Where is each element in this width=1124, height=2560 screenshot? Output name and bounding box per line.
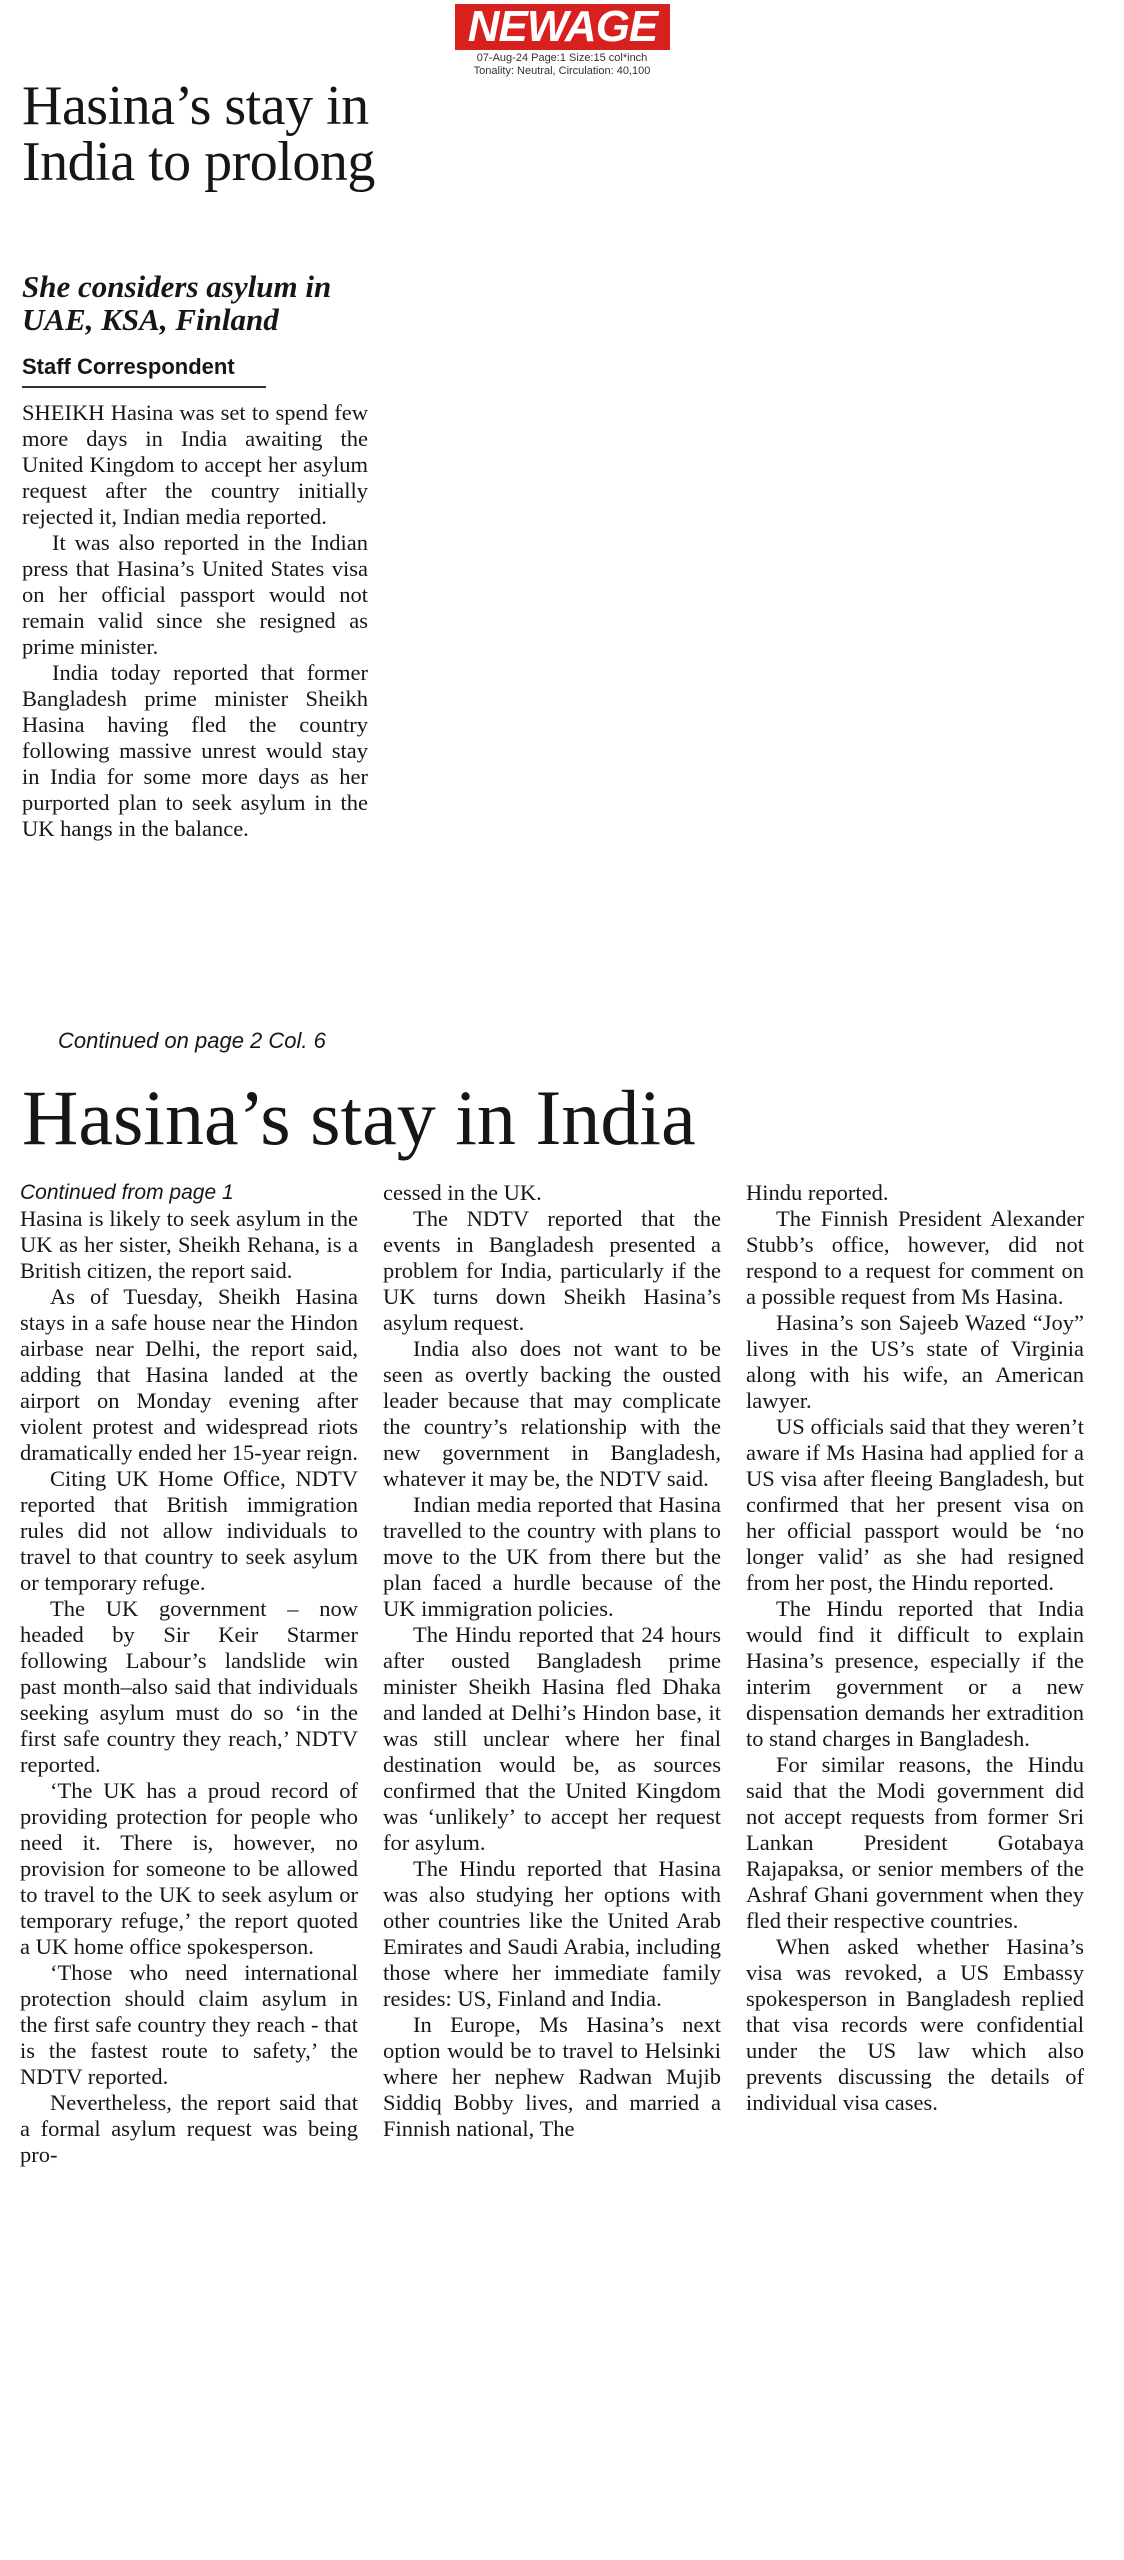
body-paragraph: For similar reasons, the Hindu said that the Modi government did not accept requests from former Sri Lankan President Gotabaya Rajapaksa, or senior members of the Ashraf Ghani government when they fled their respective countries. [746, 1752, 1084, 1933]
body-paragraph: Hasina is likely to seek asylum in the UK as her sister, Sheikh Rehana, is a British citizen, the report said. [20, 1206, 358, 1283]
clipping-meta-line-1: 07-Aug-24 Page:1 Size:15 col*inch [476, 52, 648, 64]
front-page-body [22, 400, 368, 842]
front-page-subhead: She considers asylum in UAE, KSA, Finland [22, 269, 332, 337]
body-paragraph: The Hindu reported that Hasina was also studying her options with other countries like the United Arab Emirates and Saudi Arabia, including those where her immediate family resides: US, Finland and India. [383, 1856, 721, 2011]
jump-column-3 [746, 1180, 1084, 2116]
jump-column-2 [383, 1180, 721, 2142]
byline-rule [22, 386, 266, 388]
body-paragraph: In Europe, Ms Hasina’s next option would be to travel to Helsinki where her nephew Radwan Mujib Siddiq Bobby lives, and married a Finnish national, The [383, 2012, 721, 2141]
body-paragraph: The Hindu reported that 24 hours after ousted Bangladesh prime minister Sheikh Hasina fled Dhaka and landed at Delhi’s Hindon base, it was still unclear where her final destination would be, as sources confirmed that the United Kingdom was ‘unlikely’ to accept her request for asylum. [383, 1622, 721, 1855]
clipping-meta-line-2: Tonality: Neutral, Circulation: 40,100 [473, 65, 651, 77]
body-paragraph: Hindu reported. [746, 1180, 889, 1205]
body-paragraph: Citing UK Home Office, NDTV reported that British immigration rules did not allow individuals to travel to that country to seek asylum or temporary refuge. [20, 1466, 358, 1595]
body-paragraph: The NDTV reported that the events in Bangladesh presented a problem for India, particularly if the UK turns down Sheikh Hasina’s asylum request. [383, 1206, 721, 1335]
body-paragraph: India also does not want to be seen as overtly backing the ousted leader because that may complicate the country’s relationship with the new government in Bangladesh, whatever it may be, the NDTV said. [383, 1336, 721, 1491]
body-paragraph: US officials said that they weren’t aware if Ms Hasina had applied for a US visa after fleeing Bangladesh, but confirmed that her present visa on her official passport would be ‘no longer valid’ as she had resigned from her post, the Hindu reported. [746, 1414, 1084, 1595]
body-paragraph: ‘Those who need international protection should claim asylum in the first safe country they reach - that is the fastest route to safety,’ the NDTV reported. [20, 1960, 358, 2089]
body-paragraph: Indian media reported that Hasina travelled to the country with plans to move to the UK from there but the plan faced a hurdle because of the UK immigration policies. [383, 1492, 721, 1621]
continued-on-note: Continued on page 2 Col. 6 [58, 1028, 326, 1053]
jump-page-headline: Hasina’s stay in India [22, 1074, 696, 1161]
body-paragraph: It was also reported in the Indian press that Hasina’s United States visa on her official passport would not remain valid since she resigned as prime minister. [22, 530, 368, 659]
jump-column-1 [20, 1180, 358, 2168]
body-paragraph: SHEIKH Hasina was set to spend few more days in India awaiting the United Kingdom to accept her asylum request after the country initially rejected it, Indian media reported. [22, 400, 368, 529]
body-paragraph: The UK government – now headed by Sir Keir Starmer following Labour’s landslide win past month–also said that individuals seeking asylum must do so ‘in the first safe country they reach,’ NDTV reported. [20, 1596, 358, 1777]
front-page-headline: Hasina’s stay in India to prolong [22, 75, 375, 193]
newspaper-logo: NEWAGE [455, 4, 670, 50]
body-paragraph: ‘The UK has a proud record of providing protection for people who need it. There is, however, no provision for someone to be allowed to travel to the UK to seek asylum or temporary refuge,’ the report quoted a UK home office spokesperson. [20, 1778, 358, 1959]
continued-from-note: Continued from page 1 [20, 1181, 234, 1204]
byline: Staff Correspondent [22, 354, 235, 379]
body-paragraph: When asked whether Hasina’s visa was revoked, a US Embassy spokesperson in Bangladesh replied that visa records were confidential under the US law which also prevents discussing the details of individual visa cases. [746, 1934, 1084, 2115]
body-paragraph: Hasina’s son Sajeeb Wazed “Joy” lives in the US’s state of Virginia along with his wife, an American lawyer. [746, 1310, 1084, 1413]
body-paragraph: cessed in the UK. [383, 1180, 542, 1205]
body-paragraph: The Hindu reported that India would find it difficult to explain Hasina’s presence, especially if the interim government or a new dispensation demands her extradition to stand charges in Bangladesh. [746, 1596, 1084, 1751]
body-paragraph: Nevertheless, the report said that a formal asylum request was being pro- [20, 2090, 358, 2167]
body-paragraph: As of Tuesday, Sheikh Hasina stays in a safe house near the Hindon airbase near Delhi, the report said, adding that Hasina landed at the airport on Monday evening after violent protest and widespread riots dramatically ended her 15-year reign. [20, 1284, 358, 1465]
body-paragraph: India today reported that former Bangladesh prime minister Sheikh Hasina having fled the country following massive unrest would stay in India for some more days as her purported plan to seek asylum in the UK hangs in the balance. [22, 660, 368, 841]
body-paragraph: The Finnish President Alexander Stubb’s office, however, did not respond to a request for comment on a possible request from Ms Hasina. [746, 1206, 1084, 1309]
